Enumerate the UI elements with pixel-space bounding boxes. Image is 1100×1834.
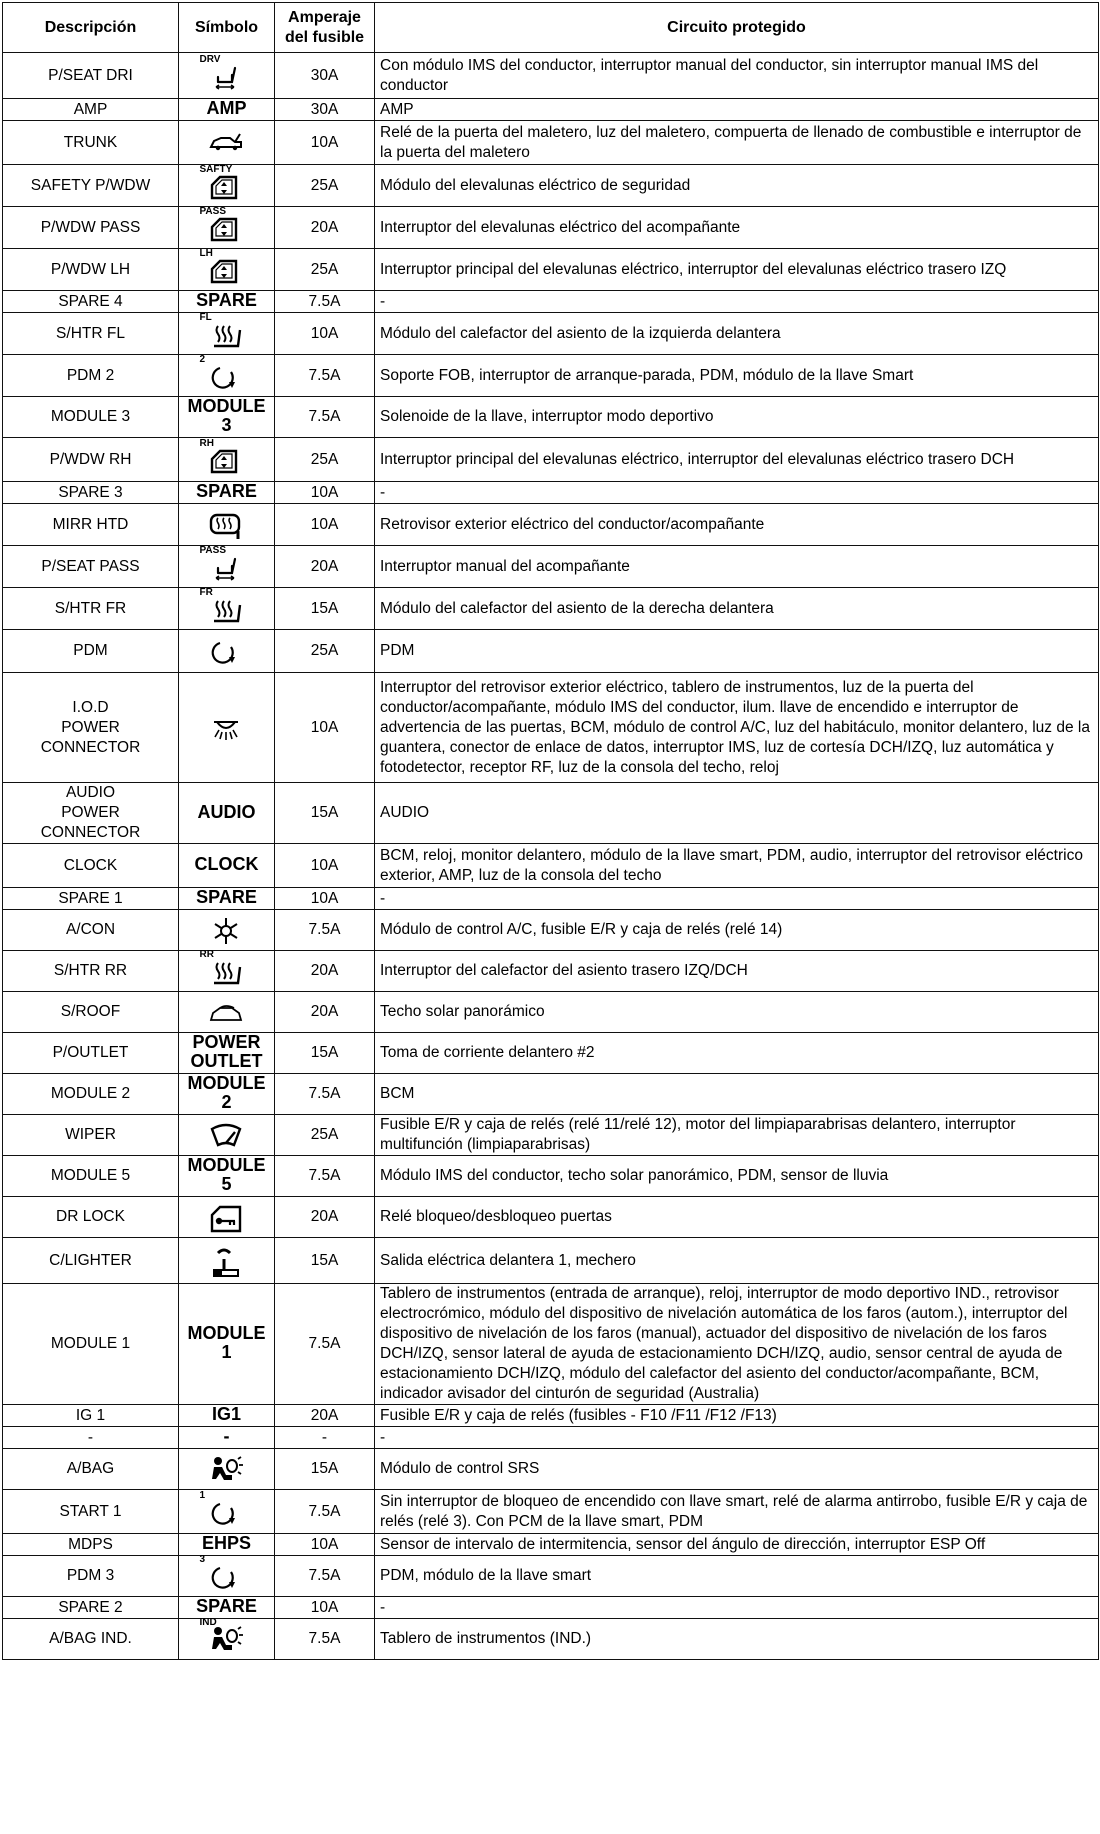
protected-circuit: Interruptor principal del elevalunas eléctrico, interruptor del elevalunas eléctrico trasero IZQ: [375, 249, 1099, 291]
fuse-description: AUDIO POWER CONNECTOR: [3, 783, 179, 844]
fuse-symbol: [179, 504, 275, 546]
protected-circuit: Sin interruptor de bloqueo de encendido con llave smart, relé de alarma antirrobo, fusible E/R y caja de relés (relé 3). Con PCM de la llave smart, PDM: [375, 1490, 1099, 1534]
protected-circuit: -: [375, 291, 1099, 313]
header-description: Descripción: [3, 3, 179, 53]
table-row: [3, 783, 1099, 844]
fuse-amperage: -: [275, 1427, 375, 1449]
fuse-symbol: [179, 630, 275, 673]
protected-circuit: Interruptor del retrovisor exterior eléctrico, tablero de instrumentos, luz de la puerta del conductor/acompañante, módulo IMS del conductor, ilum. llave de encendido e interruptor de advertencia de las puertas, BCM, módulo de control A/C, luz del habitáculo, monitor delantero, luz de la guantera, conector de enlace de datos, interruptor IMS, luz de cortesía DCH/IZQ, luz automática y fotodetector, receptor RF, luz de la consola del techo, reloj: [375, 673, 1099, 783]
fuse-description: A/CON: [3, 910, 179, 951]
table-row: [3, 630, 1099, 673]
fuse-symbol: [179, 992, 275, 1033]
pdm-icon: [199, 1489, 254, 1526]
protected-circuit: Interruptor del calefactor del asiento trasero IZQ/DCH: [375, 951, 1099, 992]
protected-circuit: Salida eléctrica delantera 1, mechero: [375, 1238, 1099, 1284]
fuse-symbol: [179, 291, 275, 313]
table-row: [3, 1156, 1099, 1197]
symbol-label: SPARE: [196, 887, 257, 907]
table-row: [3, 121, 1099, 165]
symbol-label: AMP: [206, 98, 247, 118]
table-row: [3, 1556, 1099, 1597]
fuse-description: TRUNK: [3, 121, 179, 165]
protected-circuit: Fusible E/R y caja de relés (fusibles - F10 /F11 /F12 /F13): [375, 1405, 1099, 1427]
protected-circuit: Retrovisor exterior eléctrico del conductor/acompañante: [375, 504, 1099, 546]
table-row: [3, 355, 1099, 397]
fuse-symbol: [179, 99, 275, 121]
fuse-description: WIPER: [3, 1115, 179, 1156]
airbag-icon: [200, 1619, 254, 1653]
fuse-description: S/ROOF: [3, 992, 179, 1033]
table-row: [3, 291, 1099, 313]
fuse-amperage: 7.5A: [275, 910, 375, 951]
protected-circuit: -: [375, 1597, 1099, 1619]
table-row: [3, 546, 1099, 588]
fuse-amperage: 10A: [275, 673, 375, 783]
fuse-symbol: [179, 121, 275, 165]
table-row: [3, 165, 1099, 207]
protected-circuit: PDM: [375, 630, 1099, 673]
table-row: [3, 482, 1099, 504]
symbol-superscript: 1: [199, 1489, 206, 1501]
table-row: [3, 504, 1099, 546]
table-row: [3, 1284, 1099, 1405]
fuse-symbol: [179, 888, 275, 910]
table-row: [3, 1490, 1099, 1534]
fuse-symbol: [179, 673, 275, 783]
fuse-symbol: [179, 1033, 275, 1074]
symbol-label: SPARE: [196, 290, 257, 310]
protected-circuit: -: [375, 1427, 1099, 1449]
fuse-symbol: [179, 1597, 275, 1619]
fuse-amperage: 30A: [275, 99, 375, 121]
fuse-symbol: [179, 1619, 275, 1660]
fuse-amperage: 10A: [275, 1597, 375, 1619]
fuse-amperage: 25A: [275, 249, 375, 291]
power-window-icon: [199, 247, 254, 284]
fuse-description: SPARE 3: [3, 482, 179, 504]
fuse-amperage: 15A: [275, 783, 375, 844]
interior-lamp-icon: [200, 708, 254, 742]
fuse-symbol: [179, 1490, 275, 1534]
protected-circuit: Relé de la puerta del maletero, luz del maletero, compuerta de llenado de combustible e interruptor de la puerta del maletero: [375, 121, 1099, 165]
protected-circuit: Soporte FOB, interruptor de arranque-parada, PDM, módulo de la llave Smart: [375, 355, 1099, 397]
protected-circuit: Toma de corriente delantero #2: [375, 1033, 1099, 1074]
fuse-symbol: [179, 1074, 275, 1115]
fuse-symbol: [179, 165, 275, 207]
protected-circuit: Con módulo IMS del conductor, interruptor manual del conductor, sin interruptor manual IMS del conductor: [375, 53, 1099, 99]
fuse-description: MODULE 3: [3, 397, 179, 438]
fuse-symbol: [179, 313, 275, 355]
fuse-description: CLOCK: [3, 844, 179, 888]
symbol-label: MODULE 2: [187, 1073, 266, 1112]
wiper-icon: [200, 1115, 254, 1149]
table-header-row: [3, 3, 1099, 53]
fuse-amperage: 7.5A: [275, 1284, 375, 1405]
fuse-amperage: 10A: [275, 313, 375, 355]
table-row: [3, 99, 1099, 121]
fuse-symbol: [179, 249, 275, 291]
fuse-amperage: 25A: [275, 438, 375, 482]
symbol-superscript: RR: [199, 949, 214, 960]
protected-circuit: BCM: [375, 1074, 1099, 1115]
fuse-symbol: [179, 53, 275, 99]
table-row: [3, 1115, 1099, 1156]
fuse-amperage: 7.5A: [275, 397, 375, 438]
protected-circuit: PDM, módulo de la llave smart: [375, 1556, 1099, 1597]
fuse-symbol: [179, 588, 275, 630]
symbol-label: POWER OUTLET: [190, 1032, 263, 1071]
header-symbol: Símbolo: [179, 3, 275, 53]
table-row: [3, 1197, 1099, 1238]
fuse-amperage: 7.5A: [275, 1619, 375, 1660]
fuse-amperage: 25A: [275, 630, 375, 673]
table-row: [3, 1405, 1099, 1427]
fuse-amperage: 10A: [275, 482, 375, 504]
power-window-icon: [199, 205, 254, 242]
fuse-description: SPARE 4: [3, 291, 179, 313]
power-window-icon: [199, 437, 254, 474]
fuse-description: PDM 3: [3, 1556, 179, 1597]
table-row: [3, 1033, 1099, 1074]
trunk-open-icon: [200, 123, 254, 157]
protected-circuit: Interruptor del elevalunas eléctrico del acompañante: [375, 207, 1099, 249]
fuse-description: P/WDW RH: [3, 438, 179, 482]
fuse-table: [2, 2, 1099, 1660]
protected-circuit: Solenoide de la llave, interruptor modo deportivo: [375, 397, 1099, 438]
fuse-description: SPARE 1: [3, 888, 179, 910]
fuse-symbol: [179, 1156, 275, 1197]
fuse-description: S/HTR RR: [3, 951, 179, 992]
fuse-amperage: 25A: [275, 165, 375, 207]
fuse-amperage: 10A: [275, 504, 375, 546]
symbol-label: -: [223, 1426, 230, 1446]
fuse-symbol: [179, 1556, 275, 1597]
protected-circuit: Módulo de control A/C, fusible E/R y caja de relés (relé 14): [375, 910, 1099, 951]
fuse-symbol: [179, 397, 275, 438]
fuse-amperage: 7.5A: [275, 291, 375, 313]
fuse-description: S/HTR FR: [3, 588, 179, 630]
protected-circuit: Interruptor manual del acompañante: [375, 546, 1099, 588]
protected-circuit: Tablero de instrumentos (entrada de arranque), reloj, interruptor de modo deportivo IND., retrovisor electrocrómico, módulo del dispositivo de nivelación automática de los faros (autom.), interruptor del dispositivo de nivelación de los faros (manual), actuador del dispositivo de nivelación de los faros DCH/IZQ, sensor lateral de ayuda de estacionamiento DCH/IZQ, audio, sensor central de ayuda de estacionamiento DCH/IZQ, módulo del calefactor del asiento del conductor/acompañante, BCM, indicador avisador del cinturón de seguridad (Australia): [375, 1284, 1099, 1405]
protected-circuit: -: [375, 888, 1099, 910]
symbol-label: IG1: [211, 1404, 241, 1424]
seat-heater-icon: [199, 311, 254, 348]
table-row: [3, 844, 1099, 888]
fuse-amperage: 7.5A: [275, 1074, 375, 1115]
fuse-amperage: 10A: [275, 888, 375, 910]
sunroof-icon: [200, 992, 254, 1026]
fuse-amperage: 15A: [275, 588, 375, 630]
fuse-amperage: 30A: [275, 53, 375, 99]
symbol-label: MODULE 3: [187, 396, 266, 435]
pdm-icon: [200, 631, 254, 665]
fuse-description: MIRR HTD: [3, 504, 179, 546]
fuse-description: A/BAG: [3, 1449, 179, 1490]
table-row: [3, 53, 1099, 99]
protected-circuit: Interruptor principal del elevalunas eléctrico, interruptor del elevalunas eléctrico trasero DCH: [375, 438, 1099, 482]
header-amperage: Amperaje del fusible: [275, 3, 375, 53]
fuse-symbol: [179, 951, 275, 992]
fuse-symbol: [179, 1449, 275, 1490]
fuse-amperage: 10A: [275, 844, 375, 888]
fuse-amperage: 7.5A: [275, 1556, 375, 1597]
fuse-amperage: 20A: [275, 951, 375, 992]
protected-circuit: Sensor de intervalo de intermitencia, sensor del ángulo de dirección, interruptor ESP Off: [375, 1534, 1099, 1556]
table-row: [3, 397, 1099, 438]
fuse-amperage: 20A: [275, 546, 375, 588]
symbol-superscript: PASS: [199, 544, 226, 556]
fuse-symbol: [179, 1284, 275, 1405]
symbol-label: SPARE: [196, 481, 257, 501]
fuse-symbol: [179, 207, 275, 249]
air-conditioner-icon: [200, 910, 254, 944]
fuse-amperage: 25A: [275, 1115, 375, 1156]
table-row: [3, 1449, 1099, 1490]
protected-circuit: BCM, reloj, monitor delantero, módulo de la llave smart, PDM, audio, interruptor del retrovisor eléctrico exterior, AMP, luz de la consola del techo: [375, 844, 1099, 888]
table-row: [3, 588, 1099, 630]
protected-circuit: Módulo del calefactor del asiento de la izquierda delantera: [375, 313, 1099, 355]
fuse-amperage: 15A: [275, 1449, 375, 1490]
protected-circuit: Módulo del elevalunas eléctrico de seguridad: [375, 165, 1099, 207]
table-row: [3, 438, 1099, 482]
fuse-description: P/WDW PASS: [3, 207, 179, 249]
fuse-symbol: [179, 1405, 275, 1427]
symbol-superscript: 2: [199, 353, 206, 365]
seat-heater-icon: [199, 586, 254, 623]
fuse-amperage: 20A: [275, 1405, 375, 1427]
table-row: [3, 207, 1099, 249]
fuse-description: IG 1: [3, 1405, 179, 1427]
fuse-description: MDPS: [3, 1534, 179, 1556]
fuse-symbol: [179, 1238, 275, 1284]
table-row: [3, 910, 1099, 951]
fuse-symbol: [179, 844, 275, 888]
cigar-lighter-icon: [200, 1241, 254, 1275]
seat-adjust-icon: [199, 544, 254, 581]
pdm-icon: [199, 353, 254, 390]
symbol-label: AUDIO: [197, 801, 256, 822]
fuse-symbol: [179, 355, 275, 397]
symbol-label: MODULE 1: [187, 1323, 266, 1362]
symbol-superscript: RH: [199, 437, 214, 449]
fuse-symbol: [179, 546, 275, 588]
symbol-superscript: PASS: [199, 205, 226, 217]
fuse-description: -: [3, 1427, 179, 1449]
fuse-symbol: [179, 482, 275, 504]
table-row: [3, 313, 1099, 355]
table-row: [3, 1619, 1099, 1660]
fuse-amperage: 20A: [275, 1197, 375, 1238]
seat-heater-icon: [200, 951, 254, 985]
header-circuit: Circuito protegido: [375, 3, 1099, 53]
symbol-superscript: FL: [199, 311, 212, 323]
fuse-description: S/HTR FL: [3, 313, 179, 355]
fuse-amperage: 7.5A: [275, 1156, 375, 1197]
symbol-superscript: DRV: [199, 53, 221, 65]
table-row: [3, 1074, 1099, 1115]
protected-circuit: Módulo del calefactor del asiento de la derecha delantera: [375, 588, 1099, 630]
table-row: [3, 992, 1099, 1033]
table-row: [3, 673, 1099, 783]
fuse-description: P/WDW LH: [3, 249, 179, 291]
protected-circuit: Módulo IMS del conductor, techo solar panorámico, PDM, sensor de lluvia: [375, 1156, 1099, 1197]
protected-circuit: Techo solar panorámico: [375, 992, 1099, 1033]
fuse-description: MODULE 2: [3, 1074, 179, 1115]
fuse-description: SAFETY P/WDW: [3, 165, 179, 207]
table-row: [3, 1534, 1099, 1556]
pdm-icon: [200, 1556, 254, 1590]
fuse-description: DR LOCK: [3, 1197, 179, 1238]
fuse-symbol: [179, 1534, 275, 1556]
fuse-symbol: [179, 910, 275, 951]
protected-circuit: -: [375, 482, 1099, 504]
fuse-amperage: 10A: [275, 121, 375, 165]
fuse-description: P/SEAT DRI: [3, 53, 179, 99]
protected-circuit: Relé bloqueo/desbloqueo puertas: [375, 1197, 1099, 1238]
fuse-description: C/LIGHTER: [3, 1238, 179, 1284]
power-window-icon: [199, 163, 254, 200]
protected-circuit: Fusible E/R y caja de relés (relé 11/relé 12), motor del limpiaparabrisas delantero, interruptor multifunción (limpiaparabrisas): [375, 1115, 1099, 1156]
fuse-amperage: 15A: [275, 1238, 375, 1284]
fuse-amperage: 7.5A: [275, 1490, 375, 1534]
protected-circuit: AUDIO: [375, 783, 1099, 844]
table-row: [3, 951, 1099, 992]
table-row: [3, 1238, 1099, 1284]
fuse-description: I.O.D POWER CONNECTOR: [3, 673, 179, 783]
protected-circuit: Módulo de control SRS: [375, 1449, 1099, 1490]
fuse-amperage: 20A: [275, 992, 375, 1033]
heated-mirror-icon: [200, 505, 254, 539]
protected-circuit: AMP: [375, 99, 1099, 121]
symbol-superscript: SAFTY: [199, 163, 233, 175]
fuse-description: PDM 2: [3, 355, 179, 397]
symbol-label: CLOCK: [194, 854, 259, 874]
fuse-symbol: [179, 438, 275, 482]
fuse-amperage: 10A: [275, 1534, 375, 1556]
fuse-symbol: [179, 1427, 275, 1449]
seat-adjust-icon: [199, 53, 254, 90]
symbol-label: SPARE: [196, 1596, 257, 1616]
fuse-table-container: [2, 2, 1098, 1660]
table-row: [3, 1427, 1099, 1449]
fuse-amperage: 15A: [275, 1033, 375, 1074]
fuse-description: MODULE 5: [3, 1156, 179, 1197]
fuse-description: P/OUTLET: [3, 1033, 179, 1074]
protected-circuit: Tablero de instrumentos (IND.): [375, 1619, 1099, 1660]
symbol-superscript: 3: [199, 1554, 206, 1565]
fuse-symbol: [179, 783, 275, 844]
symbol-superscript: FR: [199, 586, 213, 598]
symbol-superscript: IND: [199, 1617, 217, 1628]
fuse-description: START 1: [3, 1490, 179, 1534]
fuse-description: MODULE 1: [3, 1284, 179, 1405]
table-row: [3, 888, 1099, 910]
fuse-description: PDM: [3, 630, 179, 673]
fuse-description: SPARE 2: [3, 1597, 179, 1619]
symbol-label: EHPS: [201, 1533, 252, 1553]
airbag-icon: [200, 1449, 254, 1483]
fuse-description: A/BAG IND.: [3, 1619, 179, 1660]
symbol-label: MODULE 5: [187, 1155, 266, 1194]
door-lock-icon: [200, 1197, 254, 1231]
table-row: [3, 1597, 1099, 1619]
fuse-description: AMP: [3, 99, 179, 121]
fuse-description: P/SEAT PASS: [3, 546, 179, 588]
fuse-amperage: 7.5A: [275, 355, 375, 397]
fuse-symbol: [179, 1115, 275, 1156]
fuse-amperage: 20A: [275, 207, 375, 249]
table-row: [3, 249, 1099, 291]
symbol-superscript: LH: [199, 247, 213, 259]
fuse-symbol: [179, 1197, 275, 1238]
